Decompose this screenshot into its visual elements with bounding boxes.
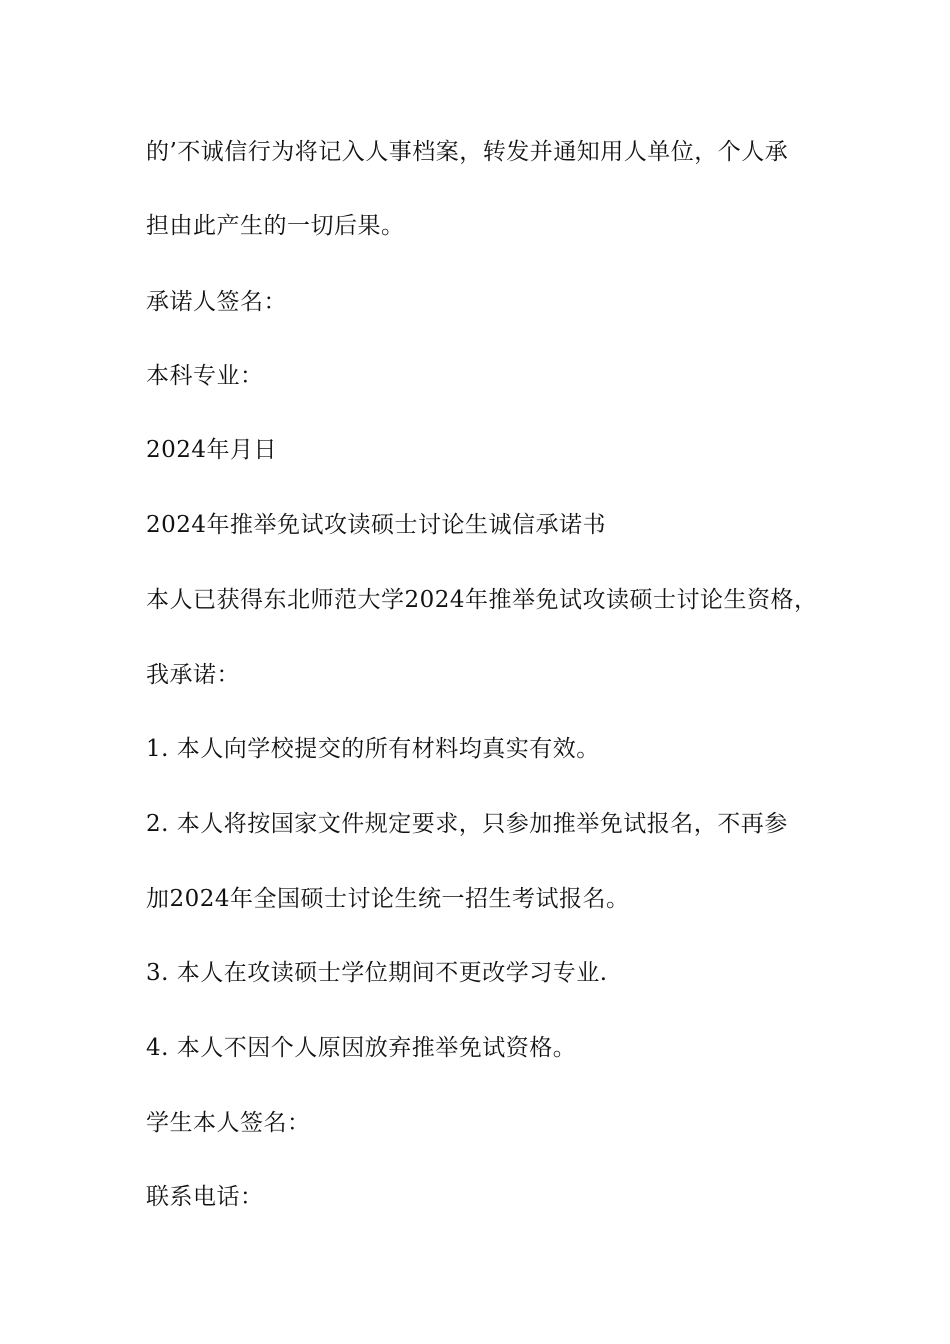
undergraduate-major-label: 本科专业： xyxy=(146,363,264,389)
text-line-8: 我承诺： xyxy=(146,662,240,688)
pledge-item-2: 2. 本人将按国家文件规定要求，只参加推举免试报名，不再参 xyxy=(146,811,788,837)
date-line: 2024年月日 xyxy=(146,437,278,463)
contact-phone-label: 联系电话： xyxy=(146,1184,264,1210)
pledge-item-4: 4. 本人不因个人原因放弃推举免试资格。 xyxy=(146,1035,577,1061)
student-signature-label: 学生本人签名： xyxy=(146,1110,311,1136)
pledge-item-1: 1. 本人向学校提交的所有材料均真实有效。 xyxy=(146,736,600,762)
text-line-7: 本人已获得东北师范大学2024年推举免试攻读硕士讨论生资格， xyxy=(146,587,818,613)
promisor-signature-label: 承诺人签名： xyxy=(146,289,287,315)
pledge-item-3: 3. 本人在攻读硕士学位期间不更改学习专业. xyxy=(146,960,608,986)
text-line-2: 担由此产生的一切后果。 xyxy=(146,213,405,239)
document-title: 2024年推举免试攻读硕士讨论生诚信承诺书 xyxy=(146,512,607,538)
text-line-1: 的’不诚信行为将记入人事档案，转发并通知用人单位，个人承 xyxy=(146,139,789,165)
pledge-item-2-continued: 加2024年全国硕士讨论生统一招生考试报名。 xyxy=(146,886,630,912)
